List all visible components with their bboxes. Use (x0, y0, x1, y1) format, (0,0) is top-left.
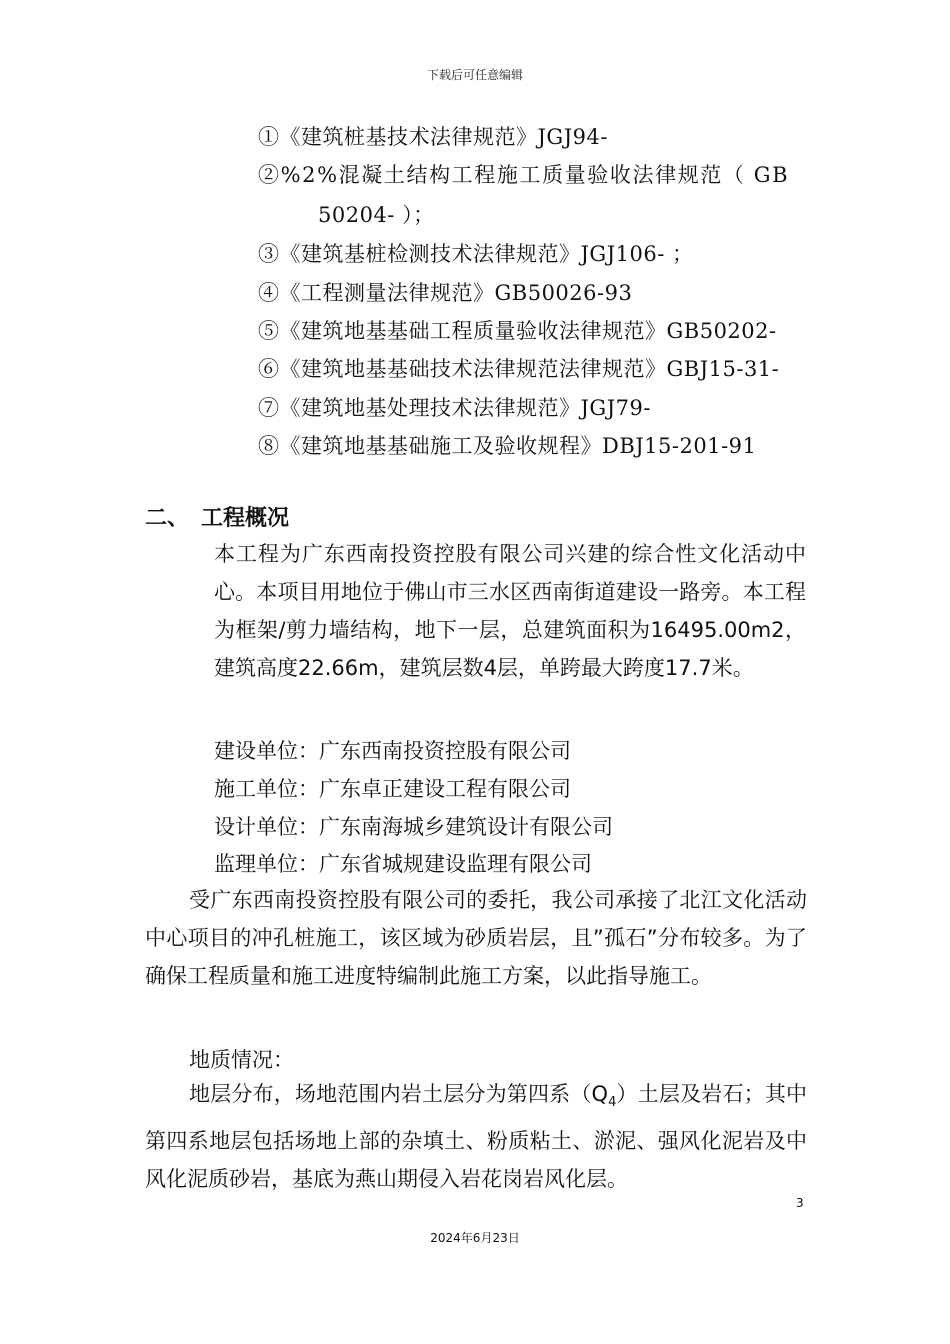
supervision-unit: 监理单位：广东省城规建设监理有限公司 (214, 852, 592, 876)
design-unit: 设计单位：广东南海城乡建筑设计有限公司 (214, 815, 613, 839)
geology-paragraph (145, 1075, 807, 1198)
reference-item: ⑥《建筑地基基础技术法律规范法律规范》GBJ15-31- (258, 357, 780, 381)
reference-item: ②%2%混凝土结构工程施工质量验收法律规范（ GB (258, 163, 790, 187)
section-title: 工程概况 (201, 506, 290, 531)
section-heading (145, 501, 289, 532)
overview-paragraph: 本工程为广东西南投资控股有限公司兴建的综合性文化活动中心。本项目用地位于佛山市三水区西南街道建设一路旁。本工程为框架/剪力墙结构，地下一层，总建筑面积为16495.00m2，建筑高度22.66m，建筑层数4层，单跨最大跨度17.7米。 (214, 542, 806, 680)
reference-item-continuation: 50204- ）； (318, 203, 435, 227)
reference-item: ①《建筑桩基技术法律规范》JGJ94- (258, 125, 608, 149)
geology-text-before: 地层分布，场地范围内岩土层分为第四系（Q (189, 1082, 609, 1106)
section-number: 二、 (145, 506, 190, 531)
page-footer-date: 2024年6月23日 (430, 1231, 520, 1245)
reference-item: ③《建筑基桩检测技术法律规范》JGJ106- ； (258, 242, 694, 266)
reference-item: ⑧《建筑地基基础施工及验收规程》DBJ15-201-91 (258, 434, 757, 458)
reference-item: ④《工程测量法律规范》GB50026-93 (258, 281, 633, 305)
construction-unit: 建设单位：广东西南投资控股有限公司 (214, 739, 571, 763)
page-header: 下载后可任意编辑 (426, 68, 523, 82)
geology-label: 地质情况： (189, 1048, 294, 1072)
geology-subscript: 4 (608, 1095, 617, 1111)
page-number: 3 (796, 1196, 804, 1210)
reference-item: ⑤《建筑地基基础工程质量验收法律规范》GB50202- (258, 319, 777, 343)
entrust-paragraph: 受广东西南投资控股有限公司的委托，我公司承接了北江文化活动中心项目的冲孔桩施工，该区域为砂质岩层，且”孤石”分布较多。为了确保工程质量和施工进度特编制此施工方案，以此指导施工。 (145, 888, 807, 988)
reference-item: ⑦《建筑地基处理技术法律规范》JGJ79- (258, 396, 651, 420)
builder-unit: 施工单位：广东卓正建设工程有限公司 (214, 777, 571, 801)
geology-text-after: ）土层及岩石；其中第四系地层包括场地上部的杂填土、粉质粘土、淤泥、强风化泥岩及中风化泥质砂岩，基底为燕山期侵入岩花岗岩风化层。 (145, 1082, 808, 1192)
